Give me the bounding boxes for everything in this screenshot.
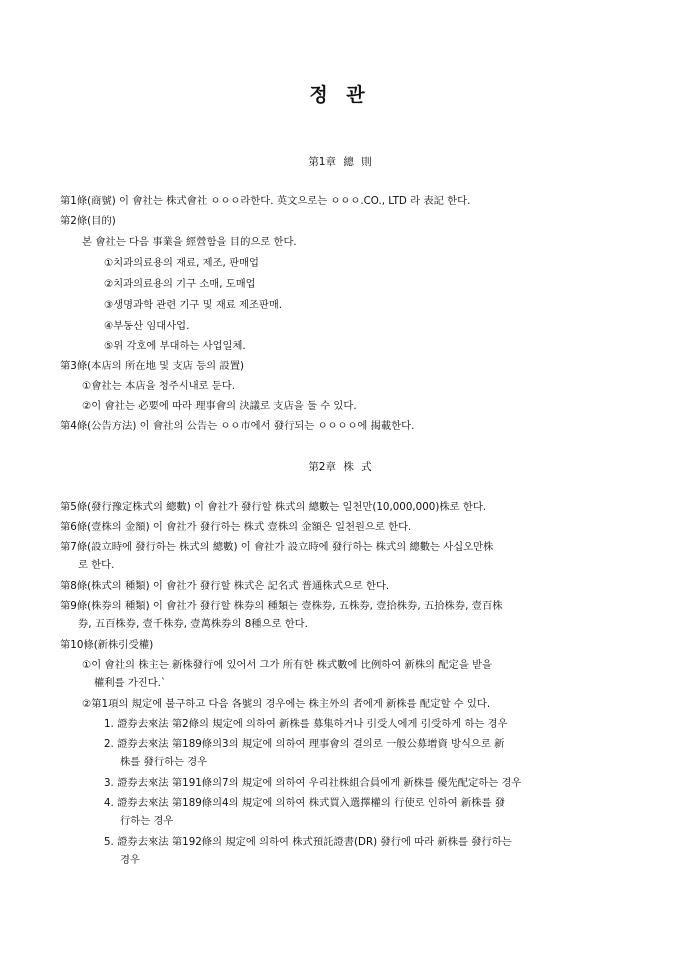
- article-7-line-1: 第7條(設立時에 發行하는 株式의 總數) 이 會社가 設立時에 發行하는 株式의 總數는 사십오만株: [60, 541, 494, 553]
- article-10-clause-1-line-1: ①이 會社의 株主는 新株發行에 있어서 그가 所有한 株式數에 比例하여 新株의 配定을 받을: [82, 659, 492, 671]
- exception-item-2-line-2: 株를 發行하는 경우: [120, 756, 208, 768]
- exception-item-4-line-1: 4. 證券去來法 第189條의4의 規定에 의하여 株式買入選擇權의 行使로 인하여 新株를 發: [104, 797, 506, 809]
- chapter-2-heading: 第2章 株 式: [308, 461, 372, 473]
- article-2-heading: 第2條(目的): [60, 215, 116, 227]
- exception-item-4-line-2: 行하는 경우: [120, 815, 174, 827]
- article-6: 第6條(壹株의 金額) 이 會社가 發行하는 株式 壹株의 金額은 일천원으로 한다.: [60, 521, 412, 533]
- exception-item-2-line-1: 2. 證券去來法 第189條의3의 規定에 의하여 理事會의 결의로 一般公募增資 방식으로 新: [104, 738, 505, 750]
- article-10-clause-2: ②第1項의 規定에 불구하고 다음 各號의 경우에는 株主外의 者에게 新株를 配定할 수 있다.: [82, 698, 491, 710]
- purpose-item-2: ②치과의료용의 기구 소매, 도매업: [104, 278, 256, 290]
- document-title: 정 관: [309, 84, 371, 106]
- article-3-clause-1: ①會社는 本店을 청주시내로 둔다.: [82, 380, 236, 392]
- purpose-item-1: ①치과의료용의 재료, 제조, 판매업: [104, 257, 259, 269]
- article-9-line-2: 券, 五百株券, 壹千株券, 壹萬株券의 8種으로 한다.: [78, 618, 308, 630]
- article-7-line-2: 로 한다.: [78, 559, 115, 571]
- purpose-item-4: ④부동산 임대사업.: [104, 320, 190, 332]
- article-2-text: 본 會社는 다음 事業을 經營함을 目的으로 한다.: [82, 236, 297, 248]
- chapter-1-heading: 第1章 總 則: [308, 156, 372, 168]
- article-10-clause-1-line-2: 權利를 가진다.`: [94, 677, 167, 689]
- article-1: 第1條(商號) 이 會社는 株式會社 ㅇㅇㅇ라한다. 英文으로는 ㅇㅇㅇ.CO., LTD 라 表記 한다.: [60, 195, 471, 207]
- article-3-clause-2: ②이 會社는 必要에 따라 理事會의 決議로 支店을 둘 수 있다.: [82, 400, 357, 412]
- article-3-heading: 第3條(本店의 所在地 및 支店 등의 設置): [60, 360, 245, 372]
- exception-item-5-line-1: 5. 證券去來法 第192條의 規定에 의하여 株式預託證書(DR) 發行에 따라 新株를 發行하는: [104, 836, 512, 848]
- article-8: 第8條(株式의 種類) 이 會社가 發行할 株式은 記名式 普通株式으로 한다.: [60, 580, 390, 592]
- exception-item-3: 3. 證券去來法 第191條의7의 規定에 의하여 우리社株組合員에게 新株를 優先配定하는 경우: [104, 777, 522, 789]
- exception-item-5-line-2: 경우: [120, 854, 140, 866]
- article-10-heading: 第10條(新株引受權): [60, 639, 154, 651]
- purpose-item-5: ⑤위 각호에 부대하는 사업일체.: [104, 340, 246, 352]
- article-4: 第4條(公告方法) 이 會社의 公告는 ㅇㅇ市에서 發行되는 ㅇㅇㅇㅇ에 揭載한다.: [60, 420, 415, 432]
- exception-item-1: 1. 證券去來法 第2條의 規定에 의하여 新株를 募集하거나 引受人에게 引受하게 하는 경우: [104, 718, 508, 730]
- purpose-item-3: ③생명과학 관련 기구 및 재료 제조판매.: [104, 299, 283, 311]
- article-9-line-1: 第9條(株券의 種類) 이 會社가 發行할 株券의 種類는 壹株券, 五株券, 壹拾株券, 五拾株券, 壹百株: [60, 600, 503, 612]
- article-5: 第5條(發行豫定株式의 總數) 이 會社가 發行할 株式의 總數는 일천만(10,000,000)株로 한다.: [60, 501, 487, 513]
